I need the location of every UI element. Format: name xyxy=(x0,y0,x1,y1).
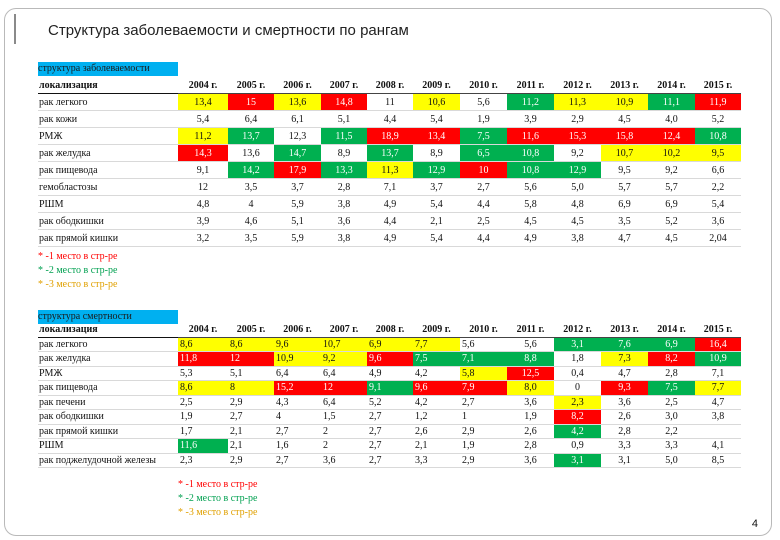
value-cell: 2,7 xyxy=(274,424,321,439)
value-cell: 4,8 xyxy=(178,196,228,213)
value-cell: 6,4 xyxy=(228,111,274,128)
value-cell: 15,2 xyxy=(274,381,321,396)
slide-accent-bar xyxy=(14,14,16,44)
value-cell: 2 xyxy=(321,439,367,454)
value-cell: 13,7 xyxy=(367,145,413,162)
value-cell: 12 xyxy=(321,381,367,396)
table-row xyxy=(38,410,741,425)
value-cell: 9,2 xyxy=(321,352,367,367)
value-cell: 2,9 xyxy=(228,395,274,410)
value-cell: 2,3 xyxy=(554,395,601,410)
value-cell: 5,4 xyxy=(413,196,460,213)
page-number: 4 xyxy=(751,518,758,530)
value-cell: 7,1 xyxy=(367,179,413,196)
value-cell: 11,6 xyxy=(507,128,554,145)
year-header: 2011 г. xyxy=(507,323,554,337)
value-cell: 4,5 xyxy=(507,213,554,230)
row-label: РШМ xyxy=(38,196,178,213)
value-cell: 3,8 xyxy=(321,230,367,247)
header-row xyxy=(38,77,741,94)
value-cell: 10,9 xyxy=(274,352,321,367)
value-cell: 2,7 xyxy=(274,453,321,468)
value-cell: 5,1 xyxy=(321,111,367,128)
year-header: 2008 г. xyxy=(367,77,413,94)
value-cell: 3,6 xyxy=(321,453,367,468)
value-cell: 4,5 xyxy=(648,230,695,247)
value-cell: 8,6 xyxy=(228,337,274,352)
value-cell: 3,6 xyxy=(507,453,554,468)
value-cell: 5,4 xyxy=(413,111,460,128)
value-cell: 3,7 xyxy=(274,179,321,196)
value-cell: 3,9 xyxy=(178,213,228,230)
year-header: 2004 г. xyxy=(178,77,228,94)
year-header: 2004 г. xyxy=(178,323,228,337)
year-header: 2013 г. xyxy=(601,77,648,94)
row-label: рак желудка xyxy=(38,145,178,162)
value-cell: 8,6 xyxy=(178,337,228,352)
value-cell: 7,1 xyxy=(460,352,507,367)
value-cell: 16,4 xyxy=(695,337,741,352)
value-cell: 11,5 xyxy=(321,128,367,145)
value-cell: 1,5 xyxy=(321,410,367,425)
value-cell: 5,9 xyxy=(274,196,321,213)
year-header: 2015 г. xyxy=(695,323,741,337)
value-cell: 4,7 xyxy=(601,366,648,381)
value-cell: 11,3 xyxy=(367,162,413,179)
legend-rank1: * -1 место в стр-ре xyxy=(178,479,258,490)
value-cell: 10,7 xyxy=(601,145,648,162)
value-cell: 4,9 xyxy=(367,196,413,213)
value-cell: 4,2 xyxy=(413,395,460,410)
value-cell: 3,8 xyxy=(695,410,741,425)
value-cell: 9,6 xyxy=(413,381,460,396)
value-cell: 1,8 xyxy=(554,352,601,367)
value-cell: 6,4 xyxy=(274,366,321,381)
value-cell: 14,7 xyxy=(274,145,321,162)
value-cell: 5,0 xyxy=(554,179,601,196)
table-row xyxy=(38,94,741,111)
value-cell: 6,5 xyxy=(460,145,507,162)
value-cell: 5,4 xyxy=(413,230,460,247)
value-cell: 3,3 xyxy=(413,453,460,468)
slide-title: Структура заболеваемости и смертности по рангам xyxy=(48,22,409,39)
value-cell: 4,2 xyxy=(554,424,601,439)
value-cell: 2,2 xyxy=(695,179,741,196)
value-cell: 2,1 xyxy=(228,424,274,439)
value-cell: 6,9 xyxy=(648,337,695,352)
row-label: РШМ xyxy=(38,439,178,454)
value-cell: 5,2 xyxy=(648,213,695,230)
row-label: рак прямой кишки xyxy=(38,424,178,439)
value-cell: 8,5 xyxy=(695,453,741,468)
value-cell: 5,8 xyxy=(460,366,507,381)
value-cell: 4,6 xyxy=(228,213,274,230)
value-cell: 6,6 xyxy=(695,162,741,179)
year-header: 2014 г. xyxy=(648,323,695,337)
value-cell: 5,6 xyxy=(507,179,554,196)
value-cell: 2,3 xyxy=(178,453,228,468)
year-header: 2006 г. xyxy=(274,323,321,337)
value-cell: 3,6 xyxy=(695,213,741,230)
legend-rank3: * -3 место в стр-ре xyxy=(38,279,118,290)
table-row xyxy=(38,395,741,410)
value-cell: 1,9 xyxy=(178,410,228,425)
mortality-table xyxy=(38,323,741,468)
value-cell: 3,5 xyxy=(228,179,274,196)
legend-rank3: * -3 место в стр-ре xyxy=(178,507,258,518)
table-row xyxy=(38,439,741,454)
table-row xyxy=(38,196,741,213)
value-cell: 3,3 xyxy=(648,439,695,454)
value-cell: 12 xyxy=(228,352,274,367)
value-cell: 7,7 xyxy=(413,337,460,352)
year-header: 2010 г. xyxy=(460,323,507,337)
value-cell: 2,1 xyxy=(228,439,274,454)
value-cell: 6,1 xyxy=(274,111,321,128)
value-cell: 4,7 xyxy=(695,395,741,410)
value-cell: 4,1 xyxy=(695,439,741,454)
value-cell: 4,3 xyxy=(274,395,321,410)
value-cell: 2,8 xyxy=(648,366,695,381)
value-cell: 0,9 xyxy=(554,439,601,454)
value-cell: 2,9 xyxy=(554,111,601,128)
value-cell: 5,6 xyxy=(460,337,507,352)
value-cell: 6,9 xyxy=(648,196,695,213)
value-cell: 3,6 xyxy=(601,395,648,410)
value-cell: 11,6 xyxy=(178,439,228,454)
value-cell: 6,9 xyxy=(367,337,413,352)
value-cell: 12,9 xyxy=(554,162,601,179)
year-header: 2008 г. xyxy=(367,323,413,337)
row-label: рак ободкишки xyxy=(38,410,178,425)
value-cell: 15 xyxy=(228,94,274,111)
value-cell: 6,9 xyxy=(601,196,648,213)
value-cell: 10,8 xyxy=(507,145,554,162)
value-cell: 13,4 xyxy=(413,128,460,145)
value-cell: 5,8 xyxy=(507,196,554,213)
table-row xyxy=(38,352,741,367)
value-cell: 8,9 xyxy=(321,145,367,162)
value-cell: 2,8 xyxy=(321,179,367,196)
value-cell: 3,1 xyxy=(554,453,601,468)
year-header: 2005 г. xyxy=(228,77,274,94)
value-cell: 4,4 xyxy=(460,196,507,213)
value-cell: 9,6 xyxy=(367,352,413,367)
mortality-caption: структура смертности xyxy=(38,310,178,324)
value-cell: 11,8 xyxy=(178,352,228,367)
value-cell: 9,5 xyxy=(601,162,648,179)
value-cell: 2,5 xyxy=(460,213,507,230)
value-cell: 3,8 xyxy=(554,230,601,247)
value-cell: 11,2 xyxy=(178,128,228,145)
row-label: РМЖ xyxy=(38,366,178,381)
value-cell: 6,4 xyxy=(321,366,367,381)
value-cell: 11,2 xyxy=(507,94,554,111)
value-cell: 7,3 xyxy=(601,352,648,367)
value-cell: 2,7 xyxy=(228,410,274,425)
table-row xyxy=(38,145,741,162)
value-cell: 12,9 xyxy=(413,162,460,179)
value-cell: 9,5 xyxy=(695,145,741,162)
value-cell: 2,5 xyxy=(178,395,228,410)
year-header: 2009 г. xyxy=(413,323,460,337)
value-cell: 10,8 xyxy=(507,162,554,179)
value-cell: 0,4 xyxy=(554,366,601,381)
value-cell: 13,6 xyxy=(274,94,321,111)
header-row xyxy=(38,323,741,337)
value-cell: 8,6 xyxy=(178,381,228,396)
year-header: 2009 г. xyxy=(413,77,460,94)
row-label: гемобластозы xyxy=(38,179,178,196)
value-cell: 8,8 xyxy=(507,352,554,367)
value-cell: 7,9 xyxy=(460,381,507,396)
value-cell: 1,9 xyxy=(507,410,554,425)
value-cell: 3,8 xyxy=(321,196,367,213)
year-header: 2006 г. xyxy=(274,77,321,94)
row-label: рак пищевода xyxy=(38,162,178,179)
value-cell: 10 xyxy=(460,162,507,179)
year-header: 2015 г. xyxy=(695,77,741,94)
value-cell: 1,6 xyxy=(274,439,321,454)
value-cell: 12,5 xyxy=(507,366,554,381)
year-header: 2013 г. xyxy=(601,323,648,337)
value-cell: 2,7 xyxy=(367,439,413,454)
value-cell: 4,8 xyxy=(554,196,601,213)
morbidity-table xyxy=(38,77,741,247)
value-cell: 3,2 xyxy=(178,230,228,247)
value-cell: 5,7 xyxy=(601,179,648,196)
value-cell: 13,6 xyxy=(228,145,274,162)
value-cell: 4 xyxy=(228,196,274,213)
value-cell: 4,4 xyxy=(460,230,507,247)
value-cell: 9,1 xyxy=(367,381,413,396)
value-cell: 9,1 xyxy=(178,162,228,179)
value-cell: 11,9 xyxy=(695,94,741,111)
morbidity-legend xyxy=(38,250,117,292)
value-cell: 5,7 xyxy=(648,179,695,196)
value-cell: 2,7 xyxy=(460,395,507,410)
value-cell xyxy=(695,424,741,439)
value-cell: 3,3 xyxy=(601,439,648,454)
value-cell: 5,1 xyxy=(228,366,274,381)
year-header: 2007 г. xyxy=(321,323,367,337)
year-header: 2012 г. xyxy=(554,77,601,94)
value-cell: 7,5 xyxy=(413,352,460,367)
table-row xyxy=(38,111,741,128)
value-cell: 0 xyxy=(554,381,601,396)
value-cell: 2,9 xyxy=(460,453,507,468)
row-label: рак прямой кишки xyxy=(38,230,178,247)
value-cell: 2,9 xyxy=(228,453,274,468)
value-cell: 2,5 xyxy=(648,395,695,410)
value-cell: 7,1 xyxy=(695,366,741,381)
row-label: рак поджелудочной железы xyxy=(38,453,178,468)
value-cell: 9,2 xyxy=(554,145,601,162)
value-cell: 8,0 xyxy=(507,381,554,396)
table-row xyxy=(38,381,741,396)
value-cell: 2,6 xyxy=(507,424,554,439)
value-cell: 4 xyxy=(274,410,321,425)
value-cell: 4,9 xyxy=(367,230,413,247)
table-row xyxy=(38,337,741,352)
value-cell: 13,4 xyxy=(178,94,228,111)
value-cell: 4,4 xyxy=(367,111,413,128)
value-cell: 9,3 xyxy=(601,381,648,396)
table-row xyxy=(38,213,741,230)
value-cell: 12,3 xyxy=(274,128,321,145)
header-localization: локализация xyxy=(38,323,178,337)
row-label: рак пищевода xyxy=(38,381,178,396)
value-cell: 4,0 xyxy=(648,111,695,128)
value-cell: 4,9 xyxy=(367,366,413,381)
year-header: 2011 г. xyxy=(507,77,554,94)
mortality-legend xyxy=(178,478,257,520)
year-header: 2005 г. xyxy=(228,323,274,337)
value-cell: 8 xyxy=(228,381,274,396)
value-cell: 10,8 xyxy=(695,128,741,145)
value-cell: 3,9 xyxy=(507,111,554,128)
value-cell: 13,3 xyxy=(321,162,367,179)
value-cell: 6,4 xyxy=(321,395,367,410)
value-cell: 13,7 xyxy=(228,128,274,145)
value-cell: 14,2 xyxy=(228,162,274,179)
value-cell: 5,6 xyxy=(507,337,554,352)
table-row xyxy=(38,179,741,196)
value-cell: 15,8 xyxy=(601,128,648,145)
value-cell: 12,4 xyxy=(648,128,695,145)
value-cell: 2,8 xyxy=(601,424,648,439)
value-cell: 4,4 xyxy=(367,213,413,230)
value-cell: 5,2 xyxy=(695,111,741,128)
row-label: рак печени xyxy=(38,395,178,410)
year-header: 2014 г. xyxy=(648,77,695,94)
table-row xyxy=(38,453,741,468)
value-cell: 5,9 xyxy=(274,230,321,247)
value-cell: 5,0 xyxy=(648,453,695,468)
value-cell: 2,2 xyxy=(648,424,695,439)
value-cell: 2,6 xyxy=(413,424,460,439)
value-cell: 3,5 xyxy=(601,213,648,230)
value-cell: 2,8 xyxy=(507,439,554,454)
value-cell: 3,7 xyxy=(413,179,460,196)
value-cell: 5,4 xyxy=(178,111,228,128)
value-cell: 1,9 xyxy=(460,439,507,454)
legend-rank2: * -2 место в стр-ре xyxy=(38,265,118,276)
value-cell: 15,3 xyxy=(554,128,601,145)
value-cell: 5,4 xyxy=(695,196,741,213)
row-label: рак легкого xyxy=(38,94,178,111)
table-row xyxy=(38,128,741,145)
row-label: рак легкого xyxy=(38,337,178,352)
table-row xyxy=(38,366,741,381)
value-cell: 2 xyxy=(321,424,367,439)
value-cell: 3,1 xyxy=(601,453,648,468)
value-cell: 10,9 xyxy=(601,94,648,111)
value-cell: 5,1 xyxy=(274,213,321,230)
value-cell: 7,5 xyxy=(648,381,695,396)
value-cell: 8,2 xyxy=(554,410,601,425)
value-cell: 3,0 xyxy=(648,410,695,425)
value-cell: 5,3 xyxy=(178,366,228,381)
value-cell: 2,6 xyxy=(601,410,648,425)
header-localization: локализация xyxy=(38,77,178,94)
year-header: 2012 г. xyxy=(554,323,601,337)
value-cell: 4,2 xyxy=(413,366,460,381)
value-cell: 3,1 xyxy=(554,337,601,352)
value-cell: 4,9 xyxy=(507,230,554,247)
value-cell: 10,7 xyxy=(321,337,367,352)
value-cell: 11,3 xyxy=(554,94,601,111)
table-row xyxy=(38,230,741,247)
value-cell: 17,9 xyxy=(274,162,321,179)
value-cell: 9,6 xyxy=(274,337,321,352)
value-cell: 4,5 xyxy=(601,111,648,128)
value-cell: 14,8 xyxy=(321,94,367,111)
value-cell: 7,5 xyxy=(460,128,507,145)
value-cell: 1,9 xyxy=(460,111,507,128)
row-label: рак желудка xyxy=(38,352,178,367)
value-cell: 2,9 xyxy=(460,424,507,439)
legend-rank1: * -1 место в стр-ре xyxy=(38,251,118,262)
value-cell: 2,7 xyxy=(367,453,413,468)
value-cell: 12 xyxy=(178,179,228,196)
value-cell: 8,9 xyxy=(413,145,460,162)
value-cell: 4,7 xyxy=(601,230,648,247)
value-cell: 3,6 xyxy=(321,213,367,230)
value-cell: 5,2 xyxy=(367,395,413,410)
value-cell: 2,7 xyxy=(367,410,413,425)
value-cell: 5,6 xyxy=(460,94,507,111)
value-cell: 18,9 xyxy=(367,128,413,145)
value-cell: 1 xyxy=(460,410,507,425)
value-cell: 10,9 xyxy=(695,352,741,367)
value-cell: 3,6 xyxy=(507,395,554,410)
year-header: 2007 г. xyxy=(321,77,367,94)
value-cell: 3,5 xyxy=(228,230,274,247)
year-header: 2010 г. xyxy=(460,77,507,94)
value-cell: 11,1 xyxy=(648,94,695,111)
value-cell: 2,7 xyxy=(367,424,413,439)
value-cell: 11 xyxy=(367,94,413,111)
value-cell: 9,2 xyxy=(648,162,695,179)
value-cell: 7,7 xyxy=(695,381,741,396)
morbidity-caption: структура заболеваемости xyxy=(38,62,178,76)
value-cell: 1,2 xyxy=(413,410,460,425)
value-cell: 10,6 xyxy=(413,94,460,111)
value-cell: 10,2 xyxy=(648,145,695,162)
value-cell: 2,04 xyxy=(695,230,741,247)
table-row xyxy=(38,162,741,179)
value-cell: 1,7 xyxy=(178,424,228,439)
table-row xyxy=(38,424,741,439)
row-label: РМЖ xyxy=(38,128,178,145)
value-cell: 2,1 xyxy=(413,213,460,230)
value-cell: 2,1 xyxy=(413,439,460,454)
value-cell: 4,5 xyxy=(554,213,601,230)
row-label: рак ободкишки xyxy=(38,213,178,230)
value-cell: 7,6 xyxy=(601,337,648,352)
value-cell: 14,3 xyxy=(178,145,228,162)
value-cell: 2,7 xyxy=(460,179,507,196)
value-cell: 8,2 xyxy=(648,352,695,367)
row-label: рак кожи xyxy=(38,111,178,128)
legend-rank2: * -2 место в стр-ре xyxy=(178,493,258,504)
